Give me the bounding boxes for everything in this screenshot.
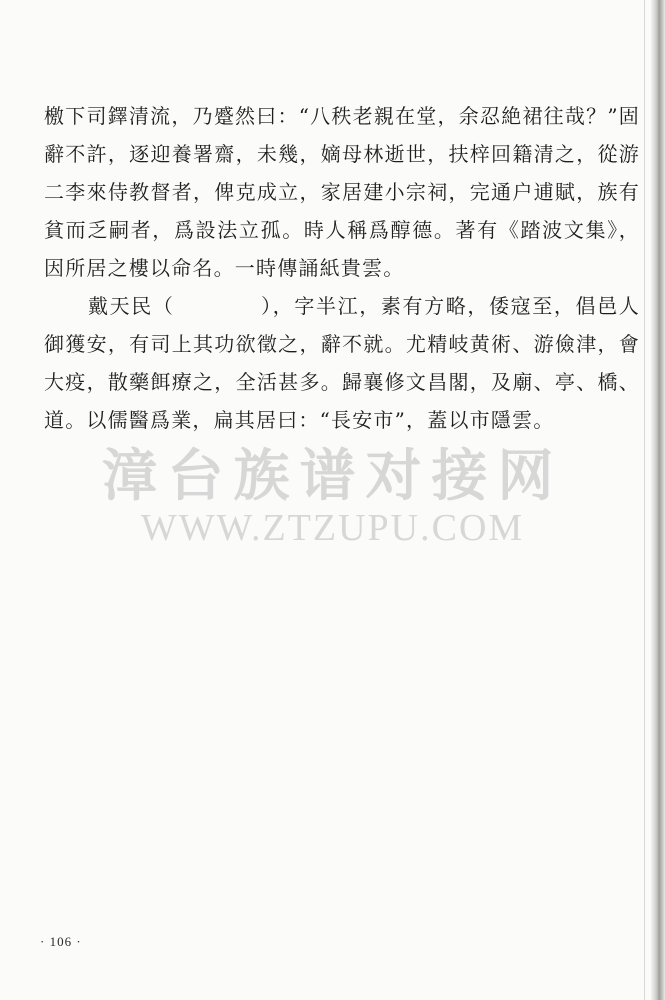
- binding-edge: [651, 0, 665, 1000]
- body-text: [44, 97, 640, 439]
- page-number: · 106 ·: [40, 934, 82, 949]
- watermark-title: 漳台族谱对接网: [101, 444, 564, 509]
- paragraph-2: 戴天民（ ），字半江，素有方略，倭寇至，倡邑人御獲安，有司上其功欲徵之，辭不就。尤精岐黄術、游儉津，會大疫，散藥餌療之，全活甚多。歸襄修文昌閣，及廟、亭、橋、道。以儒醫爲業，扁其居曰：“長安市”，蓋以市隱雲。: [44, 294, 640, 432]
- binding-line: [644, 0, 645, 1000]
- watermark-url: WWW.ZTZUPU.COM: [140, 507, 525, 549]
- paragraph-1: 檄下司鐸清流，乃蹙然曰：“八秩老親在堂，余忍絶裙往哉？”固辭不許，逐迎養署齋，未幾，嫡母林逝世，扶梓回籍清之，從游二李來侍教督者，俾克成立，家居建小宗祠，完通户逋賦，族有貧而乏嗣者，爲設法立孤。時人稱爲醇德。著有《踏波文集》，因所居之樓以命名。一時傳誦紙貴雲。: [44, 104, 640, 280]
